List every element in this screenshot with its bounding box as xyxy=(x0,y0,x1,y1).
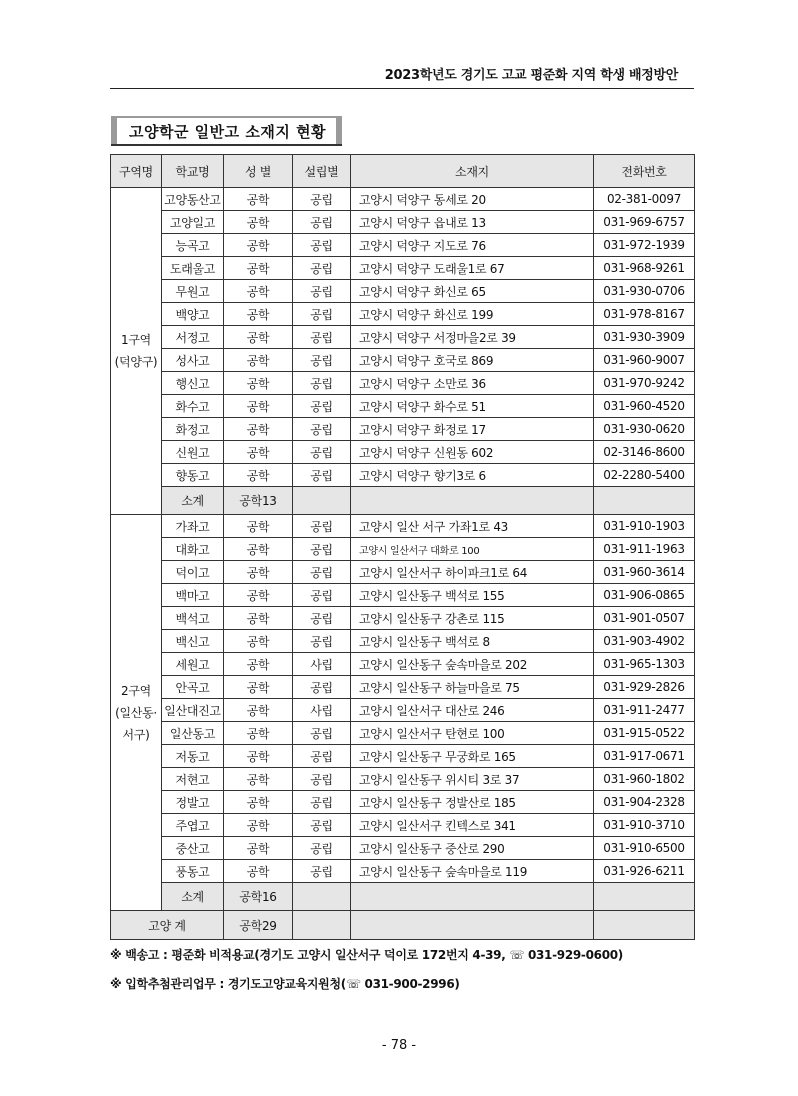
address: 고양시 덕양구 신원동 602 xyxy=(351,441,594,464)
establishment-type: 공립 xyxy=(293,234,351,257)
region-name-line: (일산동· xyxy=(115,705,157,720)
gender: 공학 xyxy=(224,561,293,584)
school-name: 신원고 xyxy=(162,441,224,464)
establishment-type: 공립 xyxy=(293,464,351,487)
establishment-type: 공립 xyxy=(293,515,351,538)
address: 고양시 덕양구 화신로 199 xyxy=(351,303,594,326)
address: 고양시 덕양구 소만로 36 xyxy=(351,372,594,395)
establishment-type: 공립 xyxy=(293,561,351,584)
gender: 공학 xyxy=(224,418,293,441)
phone-number: 031-926-6211 xyxy=(594,860,695,883)
table-row xyxy=(111,699,695,722)
gender: 공학 xyxy=(224,303,293,326)
school-name: 서정고 xyxy=(162,326,224,349)
table-row xyxy=(111,418,695,441)
empty-cell xyxy=(351,487,594,515)
empty-cell xyxy=(293,911,351,940)
school-name: 대화고 xyxy=(162,538,224,561)
school-name: 일산동고 xyxy=(162,722,224,745)
school-name: 저현고 xyxy=(162,768,224,791)
gender: 공학 xyxy=(224,837,293,860)
phone-number: 031-917-0671 xyxy=(594,745,695,768)
gender: 공학 xyxy=(224,676,293,699)
phone-number: 031-968-9261 xyxy=(594,257,695,280)
phone-number: 031-911-2477 xyxy=(594,699,695,722)
table-row xyxy=(111,188,695,211)
phone-number: 031-960-9007 xyxy=(594,349,695,372)
section-title-box xyxy=(111,116,342,146)
establishment-type: 공립 xyxy=(293,303,351,326)
address: 고양시 덕양구 화정로 17 xyxy=(351,418,594,441)
establishment-type: 공립 xyxy=(293,584,351,607)
address: 고양시 일산서구 탄현로 100 xyxy=(351,722,594,745)
phone-number: 031-965-1303 xyxy=(594,653,695,676)
table-row xyxy=(111,630,695,653)
establishment-type: 공립 xyxy=(293,607,351,630)
address: 고양시 덕양구 읍내로 13 xyxy=(351,211,594,234)
address: 고양시 일산동구 숲속마을로 202 xyxy=(351,653,594,676)
phone-number: 031-978-8167 xyxy=(594,303,695,326)
school-name: 행신고 xyxy=(162,372,224,395)
address: 고양시 일산동구 백석로 8 xyxy=(351,630,594,653)
table-row xyxy=(111,234,695,257)
gender: 공학 xyxy=(224,464,293,487)
school-name: 무원고 xyxy=(162,280,224,303)
empty-cell xyxy=(351,883,594,911)
gender: 공학 xyxy=(224,699,293,722)
establishment-type: 공립 xyxy=(293,538,351,561)
region-name-line: (덕양구) xyxy=(114,355,158,369)
gender: 공학 xyxy=(224,188,293,211)
school-name: 가좌고 xyxy=(162,515,224,538)
gender: 공학 xyxy=(224,395,293,418)
gender: 공학 xyxy=(224,280,293,303)
table-row xyxy=(111,257,695,280)
region-name-line: 1구역 xyxy=(121,333,151,347)
gender: 공학 xyxy=(224,745,293,768)
col-header-gender: 성 별 xyxy=(224,155,293,188)
table-row xyxy=(111,722,695,745)
gender: 공학 xyxy=(224,607,293,630)
address: 고양시 일산동구 백석로 155 xyxy=(351,584,594,607)
school-name: 백양고 xyxy=(162,303,224,326)
table-row xyxy=(111,860,695,883)
table-row xyxy=(111,745,695,768)
school-name: 도래울고 xyxy=(162,257,224,280)
empty-cell xyxy=(594,883,695,911)
address: 고양시 일산서구 대산로 246 xyxy=(351,699,594,722)
address: 고양시 덕양구 호국로 869 xyxy=(351,349,594,372)
table-row xyxy=(111,607,695,630)
document-header: 2023학년도 경기도 고교 평준화 지역 학생 배정방안 xyxy=(384,68,678,83)
region-name-cell xyxy=(111,188,162,515)
section-title-underline xyxy=(111,144,342,146)
address: 고양시 일산동구 숲속마을로 119 xyxy=(351,860,594,883)
address: 고양시 일산 서구 가좌1로 43 xyxy=(351,515,594,538)
empty-cell xyxy=(293,487,351,515)
region-name-line: 2구역 xyxy=(121,683,151,698)
address: 고양시 일산동구 강촌로 115 xyxy=(351,607,594,630)
gender: 공학 xyxy=(224,653,293,676)
phone-number: 031-904-2328 xyxy=(594,791,695,814)
phone-number: 031-972-1939 xyxy=(594,234,695,257)
table-row xyxy=(111,653,695,676)
subtotal-value: 공학13 xyxy=(224,487,293,515)
school-name: 저동고 xyxy=(162,745,224,768)
phone-number: 031-910-3710 xyxy=(594,814,695,837)
table-row xyxy=(111,349,695,372)
address: 고양시 덕양구 화신로 65 xyxy=(351,280,594,303)
phone-number: 031-960-3614 xyxy=(594,561,695,584)
gender: 공학 xyxy=(224,326,293,349)
gender: 공학 xyxy=(224,234,293,257)
phone-number: 031-911-1963 xyxy=(594,538,695,561)
school-name: 화정고 xyxy=(162,418,224,441)
school-name: 고양동산고 xyxy=(162,188,224,211)
school-name: 성사고 xyxy=(162,349,224,372)
phone-number: 02-2280-5400 xyxy=(594,464,695,487)
table-row xyxy=(111,814,695,837)
empty-cell xyxy=(594,487,695,515)
gender: 공학 xyxy=(224,257,293,280)
gender: 공학 xyxy=(224,791,293,814)
empty-cell xyxy=(351,911,594,940)
phone-number: 031-929-2826 xyxy=(594,676,695,699)
school-name: 백석고 xyxy=(162,607,224,630)
table-row xyxy=(111,561,695,584)
phone-number: 031-970-9242 xyxy=(594,372,695,395)
establishment-type: 공립 xyxy=(293,418,351,441)
gender: 공학 xyxy=(224,814,293,837)
establishment-type: 공립 xyxy=(293,280,351,303)
establishment-type: 사립 xyxy=(293,653,351,676)
phone-number: 031-969-6757 xyxy=(594,211,695,234)
footnote-excluded-school: ※ 백송고 : 평준화 비적용교(경기도 고양시 일산서구 덕이로 172번지 4-39, ☏ 031-929-0600) xyxy=(110,948,623,962)
address: 고양시 덕양구 화수로 51 xyxy=(351,395,594,418)
establishment-type: 공립 xyxy=(293,676,351,699)
phone-number: 031-906-0865 xyxy=(594,584,695,607)
gender: 공학 xyxy=(224,860,293,883)
table-row xyxy=(111,211,695,234)
address: 고양시 일산동구 중산로 290 xyxy=(351,837,594,860)
establishment-type: 공립 xyxy=(293,372,351,395)
table-row xyxy=(111,837,695,860)
phone-number: 031-910-1903 xyxy=(594,515,695,538)
gender: 공학 xyxy=(224,211,293,234)
col-header-type: 설립별 xyxy=(293,155,351,188)
address: 고양시 일산동구 정발산로 185 xyxy=(351,791,594,814)
col-header-address: 소재지 xyxy=(351,155,594,188)
gender: 공학 xyxy=(224,372,293,395)
address: 고양시 덕양구 동세로 20 xyxy=(351,188,594,211)
subtotal-value: 공학16 xyxy=(224,883,293,911)
school-name: 고양일고 xyxy=(162,211,224,234)
establishment-type: 공립 xyxy=(293,257,351,280)
table-row xyxy=(111,515,695,538)
gender: 공학 xyxy=(224,722,293,745)
page-number: - 78 - xyxy=(381,1038,417,1053)
address: 고양시 덕양구 도래울1로 67 xyxy=(351,257,594,280)
establishment-type: 공립 xyxy=(293,860,351,883)
school-name: 화수고 xyxy=(162,395,224,418)
school-name: 세원고 xyxy=(162,653,224,676)
establishment-type: 공립 xyxy=(293,630,351,653)
address: 고양시 일산동구 하늘마을로 75 xyxy=(351,676,594,699)
gender: 공학 xyxy=(224,441,293,464)
table-row xyxy=(111,441,695,464)
table-row xyxy=(111,768,695,791)
school-name: 향동고 xyxy=(162,464,224,487)
subtotal-label: 소계 xyxy=(162,883,224,911)
establishment-type: 공립 xyxy=(293,722,351,745)
school-name: 능곡고 xyxy=(162,234,224,257)
establishment-type: 공립 xyxy=(293,791,351,814)
table-row xyxy=(111,326,695,349)
establishment-type: 공립 xyxy=(293,349,351,372)
address: 고양시 일산동구 위시티 3로 37 xyxy=(351,768,594,791)
table-row xyxy=(111,372,695,395)
establishment-type: 공립 xyxy=(293,814,351,837)
gender: 공학 xyxy=(224,538,293,561)
region-name-line: 서구) xyxy=(122,727,150,742)
school-name: 중산고 xyxy=(162,837,224,860)
gender: 공학 xyxy=(224,584,293,607)
subtotal-label: 소계 xyxy=(162,487,224,515)
subtotal-row xyxy=(111,487,695,515)
establishment-type: 공립 xyxy=(293,745,351,768)
table-header-row xyxy=(111,155,695,188)
phone-number: 031-930-0706 xyxy=(594,280,695,303)
school-name: 안곡고 xyxy=(162,676,224,699)
establishment-type: 공립 xyxy=(293,768,351,791)
establishment-type: 공립 xyxy=(293,211,351,234)
gender: 공학 xyxy=(224,630,293,653)
col-header-region: 구역명 xyxy=(111,155,162,188)
table-row xyxy=(111,464,695,487)
gender: 공학 xyxy=(224,515,293,538)
phone-number: 031-903-4902 xyxy=(594,630,695,653)
address: 고양시 일산서구 대화로 100 xyxy=(351,538,594,561)
address: 고양시 일산동구 무궁화로 165 xyxy=(351,745,594,768)
total-value: 공학29 xyxy=(224,911,293,940)
establishment-type: 공립 xyxy=(293,837,351,860)
phone-number: 031-960-4520 xyxy=(594,395,695,418)
school-name: 정발고 xyxy=(162,791,224,814)
table-row xyxy=(111,395,695,418)
phone-number: 031-901-0507 xyxy=(594,607,695,630)
section-title: 고양학군 일반고 소재지 현황 xyxy=(129,123,327,141)
total-label: 고양 계 xyxy=(111,911,224,940)
phone-number: 02-3146-8600 xyxy=(594,441,695,464)
address: 고양시 덕양구 향기3로 6 xyxy=(351,464,594,487)
school-name: 백마고 xyxy=(162,584,224,607)
gender: 공학 xyxy=(224,768,293,791)
col-header-school: 학교명 xyxy=(162,155,224,188)
address: 고양시 덕양구 지도로 76 xyxy=(351,234,594,257)
school-name: 백신고 xyxy=(162,630,224,653)
table-row xyxy=(111,280,695,303)
establishment-type: 공립 xyxy=(293,395,351,418)
phone-number: 031-960-1802 xyxy=(594,768,695,791)
address: 고양시 일산서구 하이파크1로 64 xyxy=(351,561,594,584)
phone-number: 031-915-0522 xyxy=(594,722,695,745)
table-row xyxy=(111,584,695,607)
empty-cell xyxy=(594,911,695,940)
establishment-type: 사립 xyxy=(293,699,351,722)
header-rule xyxy=(110,88,694,89)
school-location-table xyxy=(110,154,695,940)
footnotes xyxy=(110,946,623,1004)
address: 고양시 일산서구 킨텍스로 341 xyxy=(351,814,594,837)
table-row xyxy=(111,303,695,326)
empty-cell xyxy=(293,883,351,911)
gender: 공학 xyxy=(224,349,293,372)
phone-number: 031-930-3909 xyxy=(594,326,695,349)
total-row xyxy=(111,911,695,940)
table-row xyxy=(111,676,695,699)
phone-number: 02-381-0097 xyxy=(594,188,695,211)
table-row xyxy=(111,791,695,814)
phone-number: 031-930-0620 xyxy=(594,418,695,441)
school-name: 풍동고 xyxy=(162,860,224,883)
phone-number: 031-910-6500 xyxy=(594,837,695,860)
table-row xyxy=(111,538,695,561)
establishment-type: 공립 xyxy=(293,188,351,211)
establishment-type: 공립 xyxy=(293,441,351,464)
region-name-cell xyxy=(111,515,162,911)
address: 고양시 덕양구 서정마을2로 39 xyxy=(351,326,594,349)
school-name: 주엽고 xyxy=(162,814,224,837)
school-name: 일산대진고 xyxy=(162,699,224,722)
school-name: 덕이고 xyxy=(162,561,224,584)
col-header-phone: 전화번호 xyxy=(594,155,695,188)
establishment-type: 공립 xyxy=(293,326,351,349)
footnote-lottery-office: ※ 입학추첨관리업무 : 경기도고양교육지원청(☏ 031-900-2996) xyxy=(110,977,460,991)
subtotal-row xyxy=(111,883,695,911)
